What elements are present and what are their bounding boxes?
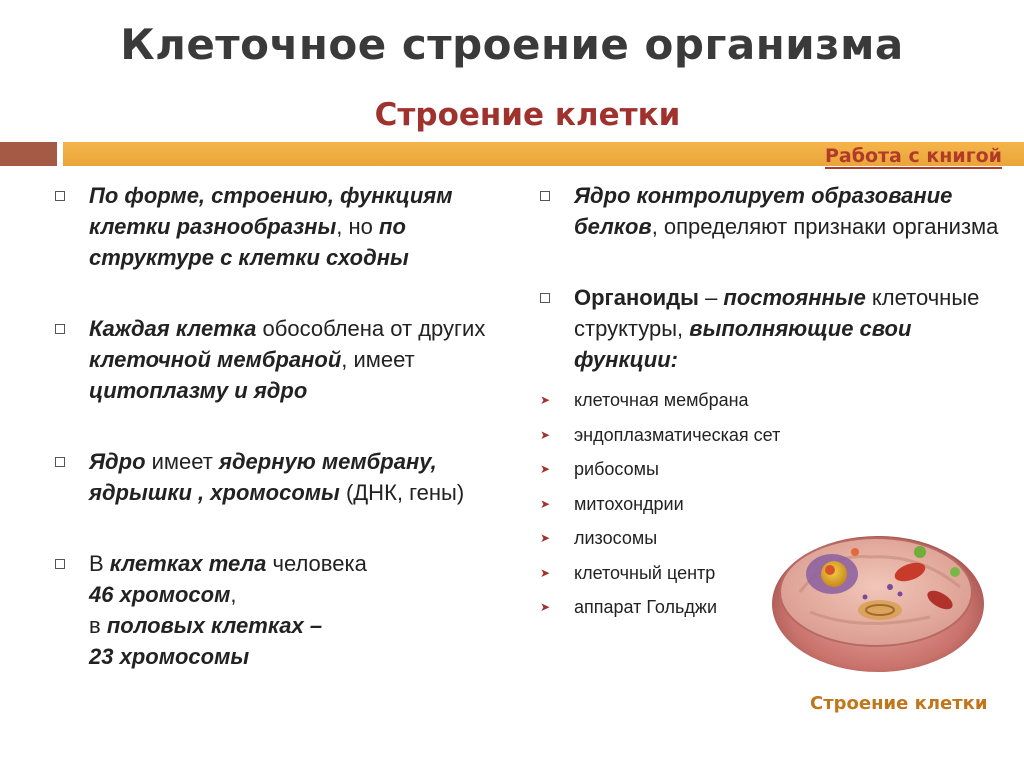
arrow-bullet-icon: ➤ [540,427,551,442]
organelle-item: ➤ клеточный центр [540,556,1000,591]
arrow-bullet-icon: ➤ [540,462,551,476]
text-bold: Ядро [89,449,146,474]
text-bold: Ядро контролирует образование белков [574,183,953,239]
text-bold: цитоплазму и ядро [89,378,308,403]
lysosome-shape [950,567,960,577]
golgi-shape [858,600,902,620]
lysosome-shape [914,546,926,558]
text-plain: , определяют признаки организма [651,214,999,239]
ribosome-shape [863,595,868,600]
square-bullet-icon [55,559,65,569]
text-bold: 46 хромосом [89,582,231,607]
cytoplasm-shape [780,538,972,646]
text-plain: , но [336,214,379,239]
text-bold: клетках тела [109,551,267,576]
text-bold: Органоиды [574,285,699,310]
section-subtitle: Строение клетки [374,97,681,133]
organelle-item: ➤ аппарат Гольджи [540,590,1000,625]
text-bold: 23 хромосомы [89,644,250,669]
list-item [55,180,505,273]
square-bullet-icon [540,293,550,303]
arrow-bullet-icon: ➤ [540,565,551,580]
organelle-item: ➤ митохондрии [540,487,1000,522]
vesicle-shape [851,548,859,556]
header-bar-left [0,142,57,166]
left-column [55,180,505,672]
arrow-bullet-icon: ➤ [540,600,551,614]
list-item [55,548,505,672]
list-item [55,313,505,406]
figure-caption: Строение клетки [810,693,988,714]
list-item [540,180,1000,242]
square-bullet-icon [540,191,550,201]
square-bullet-icon [55,324,65,334]
text-plain: , [230,582,237,607]
text-bold: ядерную мембрану, ядрышки , хромосомы [89,449,437,505]
list-item [55,446,505,508]
organelle-item: ➤ рибосомы [540,452,1000,487]
text-bold: постоянные [723,285,866,310]
text-bold: по структуре с клетки сходны [89,214,409,270]
text-plain: имеет [145,449,219,474]
text-bold: клеточной мембраной [89,347,342,372]
text-plain: в [89,613,107,638]
page-title: Клеточное строение организма [120,20,904,69]
list-item [540,282,1000,375]
text-plain: человека [266,551,367,576]
arrow-bullet-icon: ➤ [540,393,551,407]
arrow-bullet-icon: ➤ [540,496,551,511]
text-bold: выполняющие свои функции: [574,316,912,372]
arrow-bullet-icon: ➤ [540,531,551,545]
organelle-item: ➤ клеточная мембрана [540,383,1000,418]
organelle-item: ➤ лизосомы [540,521,1000,556]
text-bold: Каждая клетка [89,316,257,341]
nucleolus-shape [825,565,835,575]
text-plain: обособлена от других [256,316,486,341]
text-plain: – [698,285,724,310]
nucleus-shape [821,561,847,587]
text-plain: , имеет [341,347,415,372]
organelle-item: ➤ эндоплазматическая сет [540,418,1000,453]
square-bullet-icon [55,457,65,467]
ribosome-shape [887,584,893,590]
text-plain: (ДНК, гены) [339,480,465,505]
ribosome-shape [898,592,903,597]
text-plain: клеточные структуры, [574,285,980,341]
book-work-link[interactable]: Работа с книгой [824,145,1002,167]
square-bullet-icon [55,191,65,201]
text-bold: По форме, строению, функциям клетки разнообразны [89,183,453,239]
text-plain: В [89,551,110,576]
cell-illustration [770,512,990,677]
text-bold: половых клетках – [106,613,323,638]
